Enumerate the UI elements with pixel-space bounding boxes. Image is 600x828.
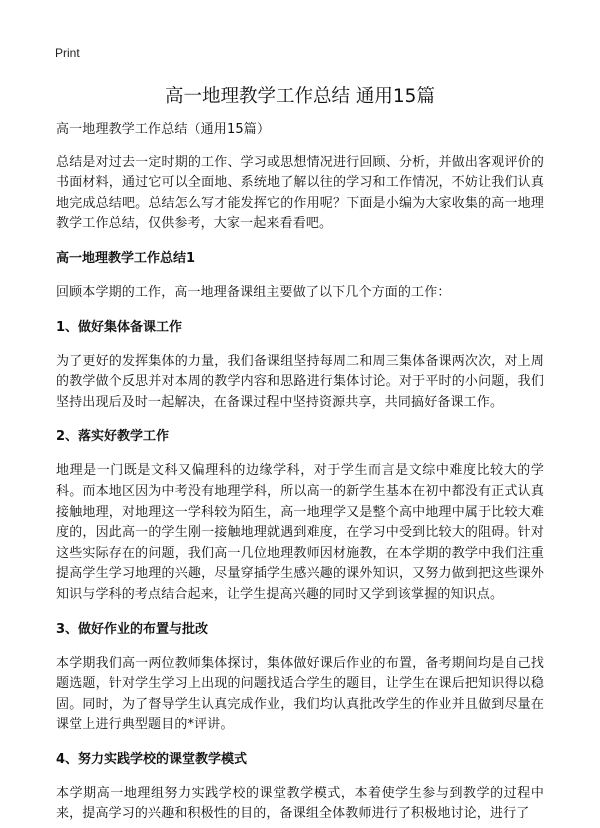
item-paragraph-4: 本学期高一地理组努力实践学校的课堂教学模式，本着使学生参与到教学的过程中来，提高学习的兴趣和积极性的目的，备课组全体教师进行了积极地讨论，进行了 bbox=[56, 785, 544, 822]
print-label: Print bbox=[55, 46, 80, 60]
section-intro-paragraph: 回顾本学期的工作，高一地理备课组主要做了以下几个方面的工作： bbox=[56, 284, 451, 300]
item-heading-3: 3、做好作业的布置与批改 bbox=[56, 621, 209, 637]
section-heading: 高一地理教学工作总结1 bbox=[56, 250, 196, 266]
item-paragraph-1: 为了更好的发挥集体的力量，我们备课组坚持每周二和周三集体备课两次次，对上周的教学做个反思并对本周的教学内容和思路进行集体讨论。对于平时的小问题，我们坚持出现后及时一起解决，在备课过程中坚持资源共享，共同搞好备课工作。 bbox=[56, 353, 544, 410]
item-paragraph-2: 地理是一门既是文科又偏理科的边缘学科，对于学生而言是文综中难度比较大的学科。而本地区因为中考没有地理学科，所以高一的新学生基本在初中都没有正式认真接触地理，对地理这一学科较为陌生，高一地理学又是整个高中地理中属于比较大难度的，因此高一的学生刚一接触地理就遇到难度，在学习中受到比较大的阻碍。针对这些实际存在的问题，我们高一几位地理教师因材施教，在本学期的教学中我们注重提高学生学习地理的兴趣，尽量穿插学生感兴趣的课外知识，又努力做到把这些课外知识与学科的考点结合起来，让学生提高兴趣的同时又学到该掌握的知识点。 bbox=[56, 463, 544, 602]
intro-paragraph: 总结是对过去一定时期的工作、学习或思想情况进行回顾、分析，并做出客观评价的书面材料，通过它可以全面地、系统地了解以往的学习和工作情况，不妨让我们认真地完成总结吧。总结怎么写才能发挥它的作用呢？下面是小编为大家收集的高一地理教学工作总结，仅供参考，大家一起来看看吧。 bbox=[56, 154, 544, 232]
item-heading-4: 4、努力实践学校的课堂教学模式 bbox=[56, 751, 248, 767]
document-title: 高一地理教学工作总结 通用15篇 bbox=[165, 86, 435, 107]
document-subtitle: 高一地理教学工作总结（通用15篇） bbox=[56, 122, 271, 137]
item-paragraph-3: 本学期我们高一两位教师集体探讨，集体做好课后作业的布置，备考期间均是自己找题选题，针对学生学习上出现的问题找适合学生的题目，让学生在课后把知识得以稳固。同时，为了督导学生认真完成作业，我们均认真批改学生的作业并且做到尽量在课堂上进行典型题目的*评讲。 bbox=[56, 655, 544, 733]
item-heading-1: 1、做好集体备课工作 bbox=[56, 319, 183, 335]
document-body bbox=[56, 120, 544, 828]
item-heading-2: 2、落实好教学工作 bbox=[56, 429, 170, 445]
